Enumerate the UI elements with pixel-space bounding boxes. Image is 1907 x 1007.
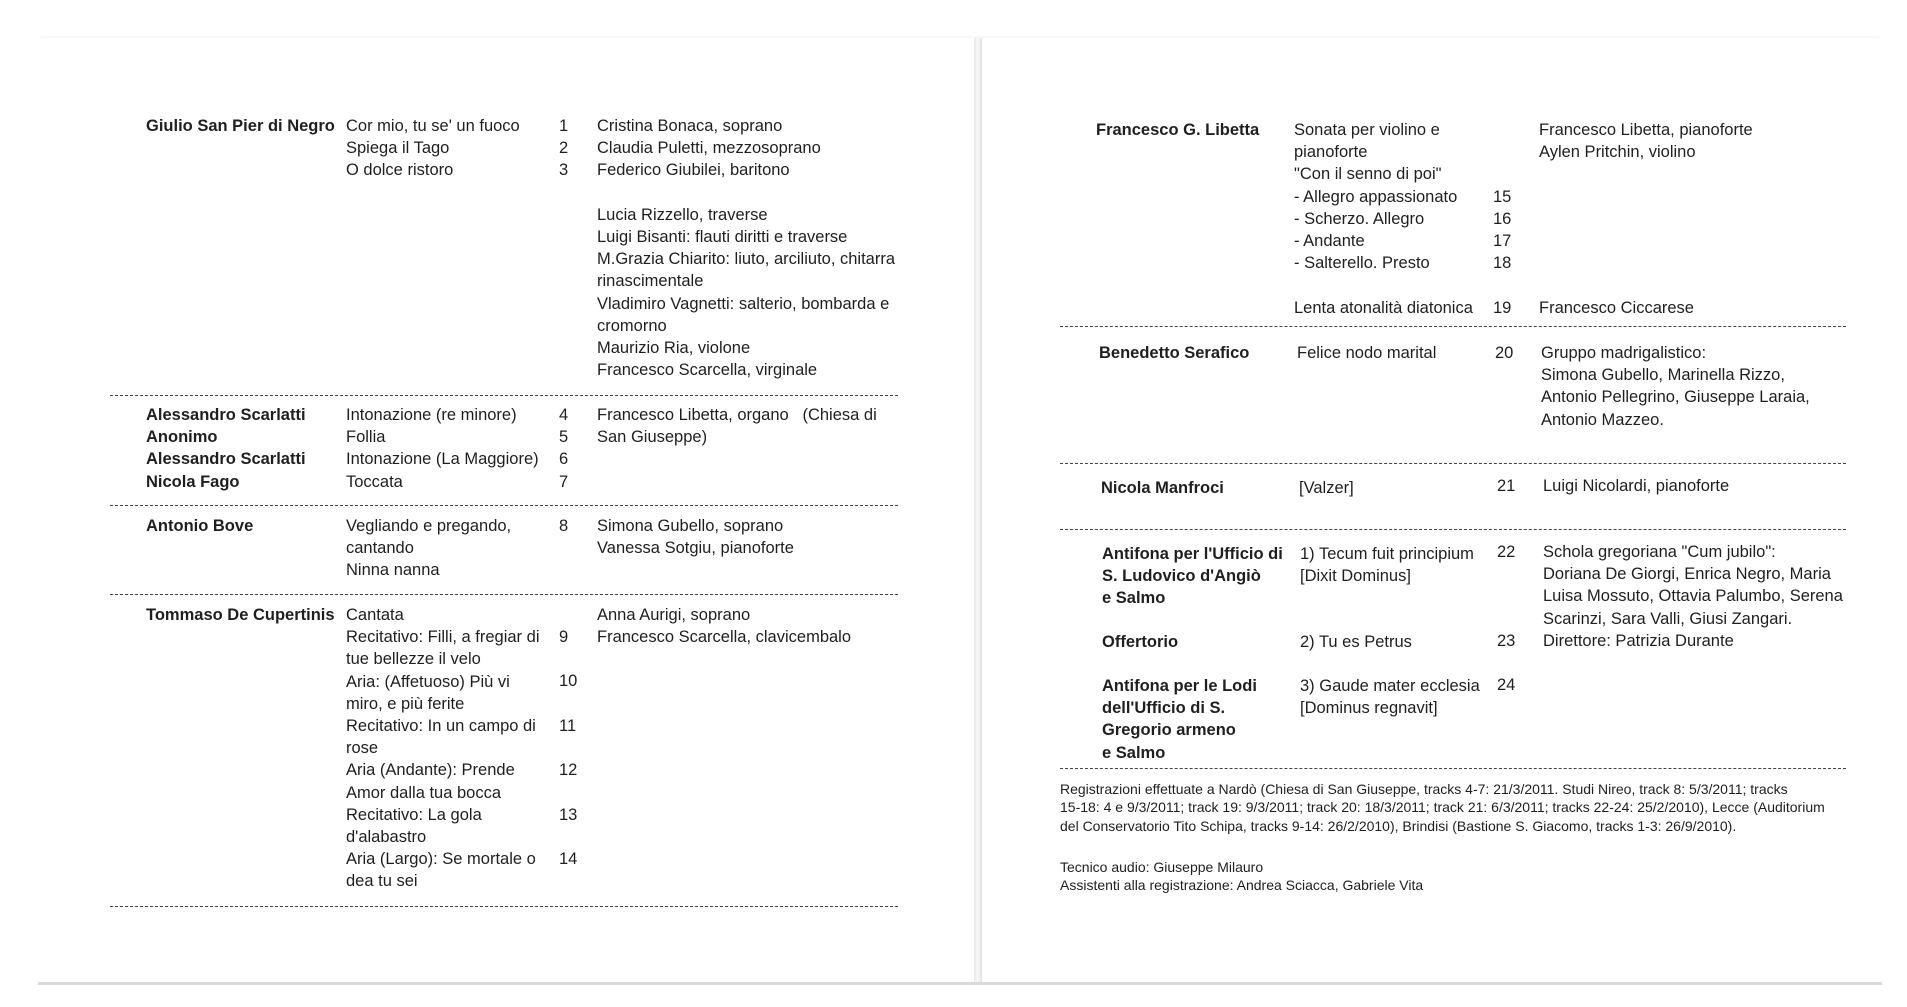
section-divider	[1060, 768, 1846, 769]
performers	[1541, 342, 1810, 431]
piece-title: "Con il senno di poi"	[1294, 165, 1442, 184]
piece-title: Recitativo: Filli, a fregiar di	[346, 628, 540, 647]
recording-note-line: 15-18: 4 e 9/3/2011; track 19: 9/3/2011; track 20: 18/3/2011; track 21: 6/3/2011; tracks 22-24: 25/2/2010), Lecce (Auditorium	[1060, 799, 1825, 816]
composer-name: Anonimo	[146, 428, 218, 447]
composer-name: Gregorio armeno	[1102, 721, 1236, 740]
composer-names	[1102, 543, 1283, 610]
composer-names	[146, 404, 306, 493]
piece-title: Toccata	[346, 472, 403, 491]
performer: Francesco Libetta, organo (Chiesa di	[597, 406, 877, 424]
performer: Gruppo madrigalistico:	[1541, 344, 1707, 362]
performer: Francesco Scarcella, clavicembalo	[597, 628, 852, 647]
piece-title: d'alabastro	[346, 828, 427, 847]
piece-titles	[1300, 543, 1474, 587]
composer-name: Alessandro Scarlatti	[146, 406, 306, 424]
track-number: 14	[559, 849, 578, 868]
composer-names	[146, 604, 335, 626]
piece-title: Sonata per violino e	[1294, 121, 1440, 139]
piece-title: O dolce ristoro	[346, 161, 454, 180]
performer: Federico Giubilei, baritono	[597, 161, 790, 180]
composer-name: e Salmo	[1102, 589, 1166, 608]
piece-title: miro, e più ferite	[346, 694, 465, 713]
booklet-bottom-edge	[38, 982, 1882, 985]
track-numbers	[1497, 475, 1515, 497]
composer-name: Alessandro Scarlatti	[146, 450, 306, 469]
piece-title: Recitativo: In un campo di	[346, 717, 536, 736]
piece-titles	[1297, 342, 1436, 364]
piece-title: - Andante	[1294, 232, 1365, 251]
performers	[597, 604, 851, 648]
section-divider	[1060, 326, 1846, 327]
track-number: 18	[1493, 254, 1512, 273]
piece-titles	[1300, 675, 1480, 719]
track-number: 9	[559, 628, 569, 646]
piece-title: Cor mio, tu se' un fuoco	[346, 117, 520, 135]
section-divider	[110, 906, 898, 907]
piece-title: Felice nodo marital	[1297, 344, 1437, 362]
track-numbers	[1495, 342, 1513, 364]
composer-name: S. Ludovico d'Angiò	[1102, 567, 1261, 586]
composer-names	[146, 115, 335, 137]
composer-name: dell'Ufficio di S.	[1102, 699, 1226, 718]
piece-title: Cantata	[346, 606, 404, 624]
track-number: 21	[1497, 477, 1516, 495]
track-number: 11	[559, 716, 577, 735]
performer: Direttore: Patrizia Durante	[1543, 631, 1734, 650]
performer: Antonio Pellegrino, Giuseppe Laraia,	[1541, 388, 1810, 407]
piece-titles	[346, 515, 511, 582]
track-numbers	[559, 626, 577, 870]
composer-name: Giulio San Pier di Negro	[146, 117, 335, 135]
performer: Francesco Scarcella, virginale	[597, 361, 818, 380]
performer: Francesco Ciccarese	[1539, 298, 1694, 317]
piece-title: tue bellezze il velo	[346, 650, 481, 669]
piece-title: [Dominus regnavit]	[1300, 699, 1438, 718]
performer: Schola gregoriana "Cum jubilo":	[1543, 543, 1776, 561]
track-numbers	[1493, 186, 1511, 319]
performer: Cristina Bonaca, soprano	[597, 117, 783, 135]
composer-name: Antifona per le Lodi	[1102, 677, 1257, 695]
piece-title: pianoforte	[1294, 143, 1368, 162]
performers	[1543, 475, 1729, 497]
performer: Claudia Puletti, mezzosoprano	[597, 139, 821, 158]
piece-title: Spiega il Tago	[346, 139, 450, 158]
composer-name: Francesco G. Libetta	[1096, 121, 1260, 139]
composer-names	[146, 515, 253, 537]
composer-name: Benedetto Serafico	[1099, 344, 1250, 362]
track-number: 5	[559, 428, 569, 447]
piece-title: - Salterello. Presto	[1294, 254, 1430, 273]
recording-note-line: del Conservatorio Tito Schipa, tracks 9-14: 26/2/2010), Brindisi (Bastione S. Giacomo, tracks 1-3: 26/9/2010).	[1060, 817, 1737, 834]
performer: Simona Gubello, soprano	[597, 517, 784, 535]
track-numbers	[559, 404, 568, 493]
section-divider	[110, 395, 898, 396]
track-number: 2	[559, 139, 569, 158]
composer-name: Offertorio	[1102, 633, 1179, 651]
piece-title: Lenta atonalità diatonica	[1294, 298, 1473, 317]
performer: Lucia Rizzello, traverse	[597, 205, 768, 224]
track-number: 23	[1497, 632, 1516, 650]
piece-title: - Allegro appassionato	[1294, 187, 1458, 206]
track-number: 24	[1497, 676, 1516, 694]
piece-titles	[346, 404, 539, 493]
section-divider	[1060, 529, 1846, 530]
track-number: 8	[559, 517, 569, 535]
track-numbers	[1497, 630, 1515, 652]
track-number: 6	[559, 450, 569, 469]
track-numbers	[559, 115, 568, 182]
performers	[1539, 297, 1694, 319]
piece-title: Recitativo: La gola	[346, 805, 482, 824]
composer-name: Antifona per l'Ufficio di	[1102, 545, 1283, 563]
performer: Francesco Libetta, pianoforte	[1539, 121, 1753, 139]
track-numbers	[1497, 541, 1515, 563]
piece-title: Intonazione (La Maggiore)	[346, 450, 539, 469]
performer: Luisa Mossuto, Ottavia Palumbo, Serena	[1543, 587, 1843, 606]
track-number: 17	[1493, 232, 1512, 250]
performers	[1543, 541, 1843, 652]
track-numbers	[559, 515, 568, 537]
track-number: 1	[559, 117, 569, 135]
composer-name: Nicola Fago	[146, 472, 240, 491]
performers	[597, 515, 794, 559]
performer: Anna Aurigi, soprano	[597, 606, 751, 624]
track-number: 12	[559, 761, 578, 780]
credit-line: Tecnico audio: Giuseppe Milauro	[1060, 859, 1264, 875]
composer-names	[1096, 119, 1259, 141]
recording-note-line: Registrazioni effettuate a Nardò (Chiesa di San Giuseppe, tracks 4-7: 21/3/2011. Studi Nireo, track 8: 5/3/2011; tracks	[1060, 781, 1788, 797]
composer-name: Tommaso De Cupertinis	[146, 606, 335, 624]
piece-title: Follia	[346, 428, 386, 447]
performer: Maurizio Ria, violone	[597, 339, 751, 358]
performers	[597, 115, 895, 381]
performer: San Giuseppe)	[597, 428, 708, 447]
performer: Vanessa Sotgiu, pianoforte	[597, 539, 794, 558]
piece-title: Vegliando e pregando,	[346, 517, 512, 535]
performer: Scarinzi, Sara Valli, Giusi Zangari.	[1543, 609, 1793, 628]
performer: Simona Gubello, Marinella Rizzo,	[1541, 366, 1785, 385]
track-number: 19	[1493, 298, 1512, 317]
track-number: 3	[559, 161, 569, 180]
piece-title: cantando	[346, 539, 414, 558]
piece-title: 1) Tecum fuit principium	[1300, 545, 1474, 563]
piece-title: Aria (Andante): Prende	[346, 761, 515, 780]
booklet-spine	[974, 38, 982, 982]
track-number: 10	[559, 672, 578, 691]
track-number: 13	[559, 805, 578, 824]
composer-name: Nicola Manfroci	[1101, 479, 1224, 497]
performer: Luigi Nicolardi, pianoforte	[1543, 477, 1730, 495]
piece-titles	[346, 115, 520, 182]
section-divider	[110, 505, 898, 506]
track-numbers	[1497, 674, 1515, 696]
piece-title: Ninna nanna	[346, 561, 440, 580]
piece-titles	[346, 604, 539, 893]
piece-titles	[1294, 119, 1473, 319]
performer: cromorno	[597, 316, 667, 335]
piece-title: [Valzer]	[1299, 479, 1354, 497]
composer-names	[1102, 675, 1257, 764]
piece-title: [Dixit Dominus]	[1300, 567, 1411, 586]
track-number: 16	[1493, 209, 1512, 228]
piece-title: Aria: (Affetuoso) Più vi	[346, 672, 510, 691]
section-divider	[110, 594, 898, 595]
piece-titles	[1300, 631, 1412, 653]
track-number: 4	[559, 406, 569, 424]
piece-title: 3) Gaude mater ecclesia	[1300, 677, 1480, 695]
performer: Antonio Mazzeo.	[1541, 410, 1664, 429]
piece-title: 2) Tu es Petrus	[1300, 633, 1412, 651]
performer: Vladimiro Vagnetti: salterio, bombarda e	[597, 294, 890, 313]
piece-title: rose	[346, 739, 379, 758]
performer	[597, 182, 895, 204]
performers	[597, 404, 877, 448]
performer: rinascimentale	[597, 272, 704, 291]
track-number: 20	[1495, 344, 1514, 362]
track-number: 7	[559, 472, 569, 491]
piece-title: Amor dalla tua bocca	[346, 783, 502, 802]
piece-title: Aria (Largo): Se mortale o	[346, 850, 536, 869]
recording-notes	[1060, 780, 1825, 835]
composer-names	[1102, 631, 1178, 653]
performer: Doriana De Giorgi, Enrica Negro, Maria	[1543, 565, 1831, 584]
piece-title: dea tu sei	[346, 872, 418, 891]
composer-name: e Salmo	[1102, 743, 1166, 762]
composer-names	[1101, 477, 1224, 499]
section-divider	[1060, 463, 1846, 464]
performer: M.Grazia Chiarito: liuto, arciliuto, chitarra	[597, 250, 896, 269]
credit-line: Assistenti alla registrazione: Andrea Sciacca, Gabriele Vita	[1060, 877, 1424, 894]
performer: Luigi Bisanti: flauti diritti e traverse	[597, 228, 848, 246]
track-number: 22	[1497, 543, 1516, 561]
piece-title: - Scherzo. Allegro	[1294, 209, 1425, 228]
performer: Aylen Pritchin, violino	[1539, 143, 1696, 162]
composer-names	[1099, 342, 1249, 364]
track-number: 15	[1493, 187, 1512, 206]
piece-title: Intonazione (re minore)	[346, 406, 517, 424]
performers	[1539, 119, 1753, 163]
composer-name: Antonio Bove	[146, 517, 254, 535]
piece-titles	[1299, 477, 1354, 499]
credits-notes	[1060, 858, 1423, 895]
